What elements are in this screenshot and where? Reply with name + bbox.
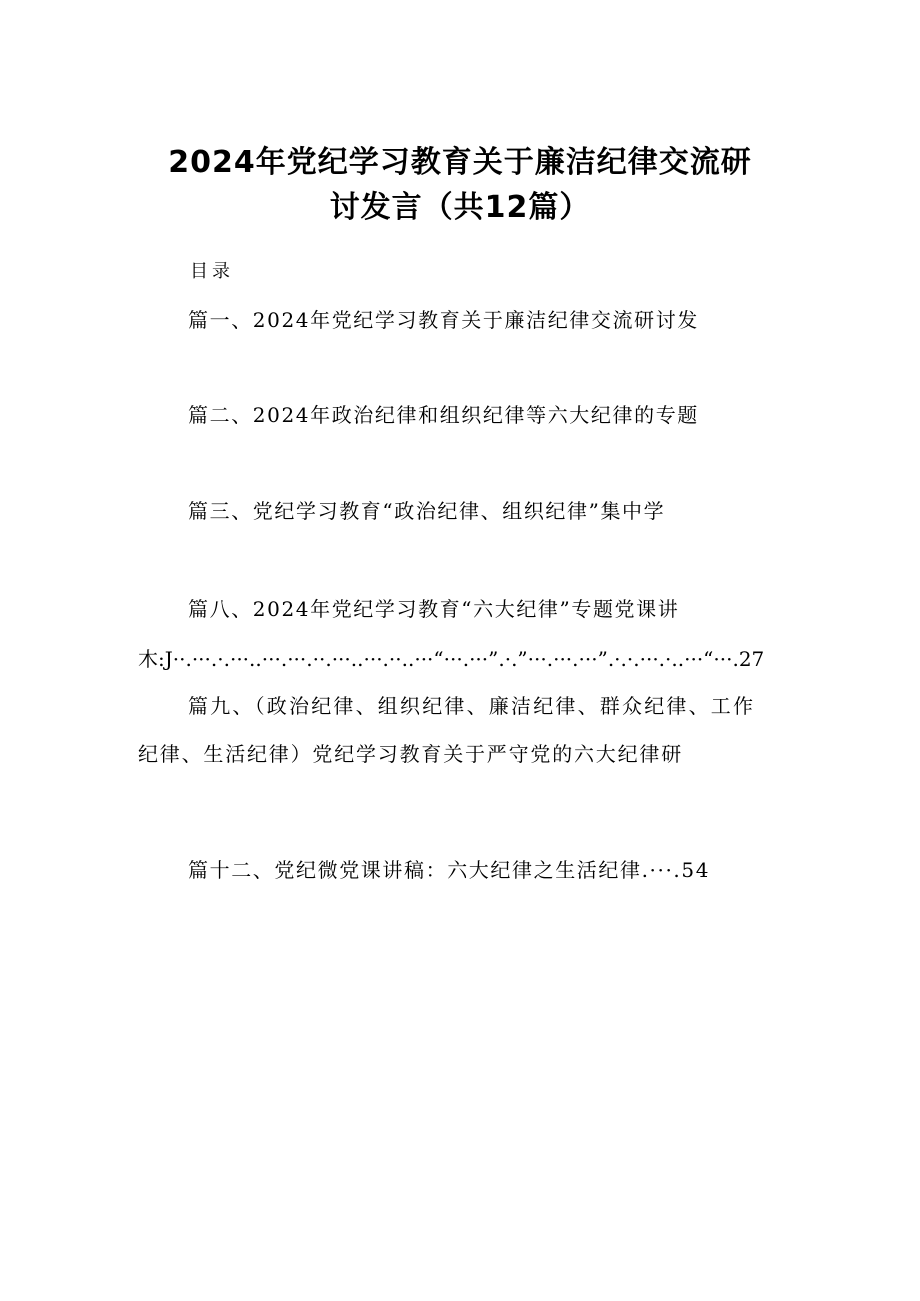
toc-entry-8-continuation: 木:J··.···.·.···..···.···.··.···..···.··..···“···.···”.·.”···.···.···”.·.·.···.·..···“···.27 bbox=[138, 647, 765, 671]
toc-entry-2: 篇二、2024年政治纪律和组织纪律等六大纪律的专题 bbox=[188, 403, 699, 427]
toc-entry-8: 篇八、2024年党纪学习教育“六大纪律”专题党课讲 bbox=[188, 597, 680, 621]
toc-entry-3: 篇三、党纪学习教育“政治纪律、组织纪律”集中学 bbox=[188, 499, 666, 523]
toc-entry-9-continuation: 纪律、生活纪律）党纪学习教育关于严守党的六大纪律研 bbox=[138, 742, 683, 766]
toc-entry-9: 篇九、（政治纪律、组织纪律、廉洁纪律、群众纪律、工作 bbox=[188, 694, 756, 718]
toc-heading: 目录 bbox=[190, 261, 234, 282]
toc-entry-1: 篇一、2024年党纪学习教育关于廉洁纪律交流研讨发 bbox=[188, 308, 699, 332]
toc-entry-12: 篇十二、党纪微党课讲稿：六大纪律之生活纪律.···.54 bbox=[188, 858, 711, 882]
document-title-line-1: 2024年党纪学习教育关于廉洁纪律交流研 bbox=[168, 145, 752, 180]
document-title-line-2: 讨发言（共12篇） bbox=[329, 190, 591, 225]
